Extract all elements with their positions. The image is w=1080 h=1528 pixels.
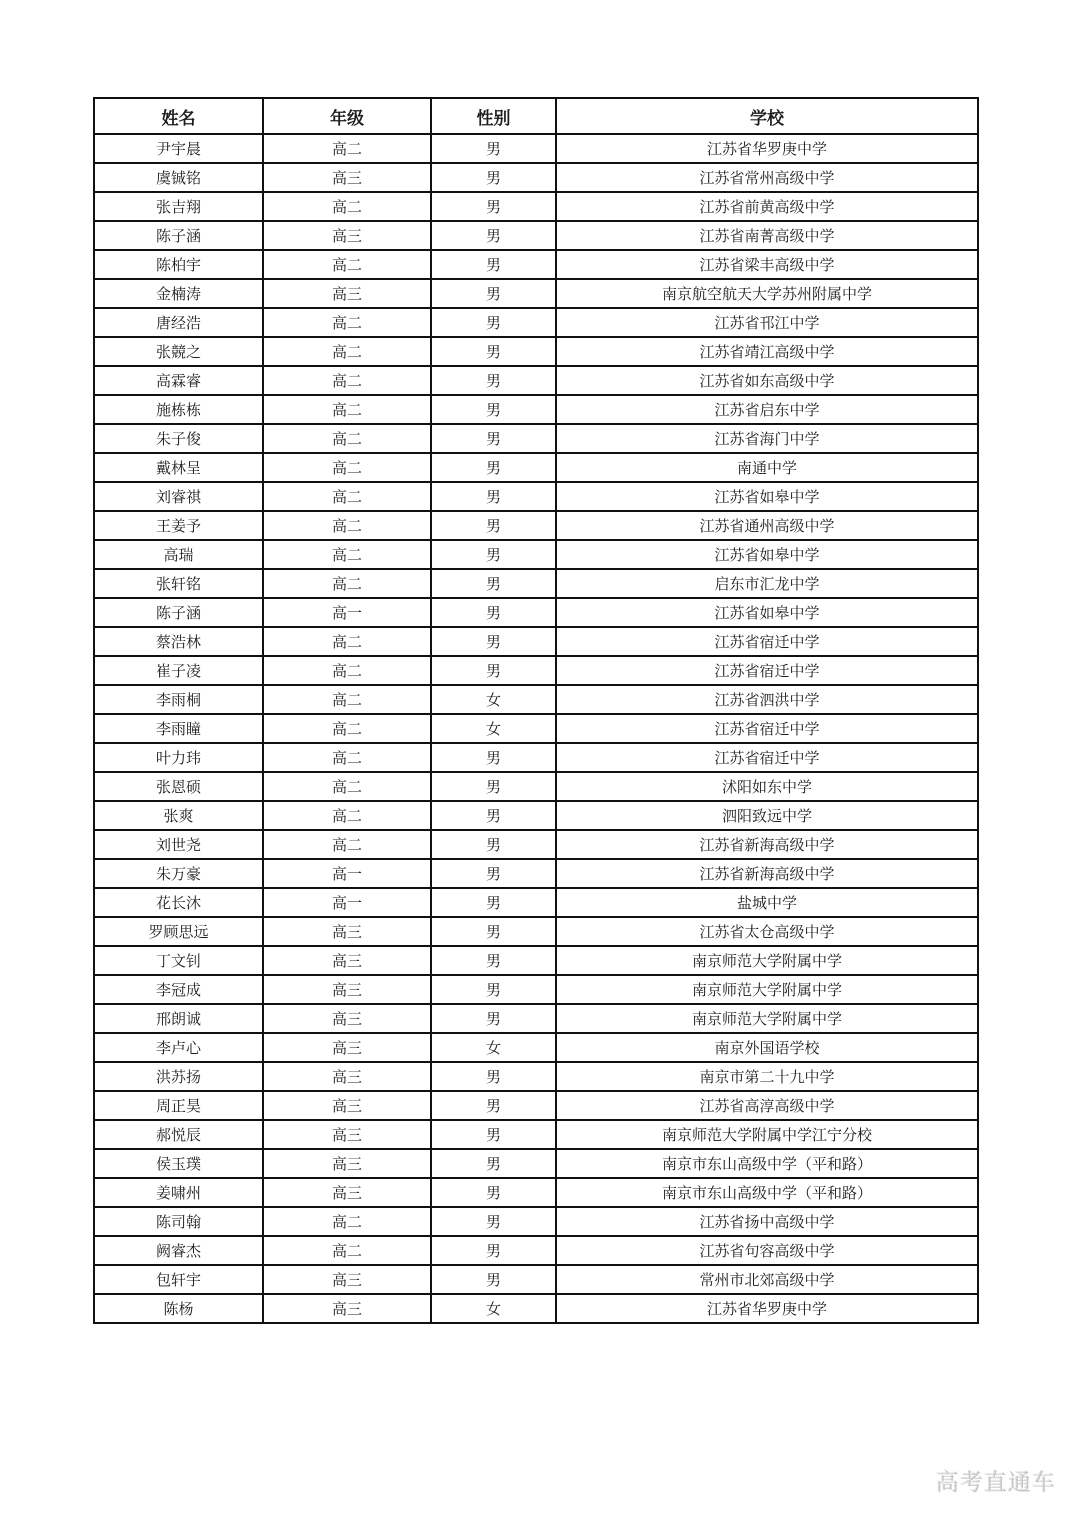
col-header-school: 学校 — [556, 98, 978, 134]
table-row — [94, 685, 978, 714]
table-row — [94, 221, 978, 250]
table-row — [94, 366, 978, 395]
cell-gender: 男 — [431, 1120, 556, 1149]
student-roster — [93, 97, 977, 1324]
cell-school: 江苏省太仓高级中学 — [556, 917, 978, 946]
cell-name: 戴林呈 — [94, 453, 263, 482]
table-row — [94, 801, 978, 830]
cell-name: 朱万豪 — [94, 859, 263, 888]
cell-gender: 男 — [431, 163, 556, 192]
cell-grade: 高三 — [263, 1294, 431, 1323]
cell-gender: 男 — [431, 946, 556, 975]
cell-gender: 男 — [431, 627, 556, 656]
cell-grade: 高二 — [263, 366, 431, 395]
cell-grade: 高二 — [263, 482, 431, 511]
cell-gender: 男 — [431, 569, 556, 598]
cell-name: 周正昊 — [94, 1091, 263, 1120]
cell-grade: 高二 — [263, 743, 431, 772]
cell-school: 江苏省启东中学 — [556, 395, 978, 424]
table-row — [94, 1120, 978, 1149]
cell-name: 蔡浩林 — [94, 627, 263, 656]
cell-gender: 男 — [431, 540, 556, 569]
col-header-grade: 年级 — [263, 98, 431, 134]
cell-gender: 男 — [431, 917, 556, 946]
cell-grade: 高二 — [263, 308, 431, 337]
cell-name: 施栋栋 — [94, 395, 263, 424]
cell-gender: 女 — [431, 1033, 556, 1062]
table-row — [94, 569, 978, 598]
cell-gender: 男 — [431, 221, 556, 250]
cell-grade: 高二 — [263, 134, 431, 163]
cell-name: 张爽 — [94, 801, 263, 830]
cell-name: 唐经浩 — [94, 308, 263, 337]
table-row — [94, 830, 978, 859]
table-row — [94, 1178, 978, 1207]
cell-gender: 男 — [431, 830, 556, 859]
cell-name: 李冠成 — [94, 975, 263, 1004]
cell-name: 高瑞 — [94, 540, 263, 569]
table-body — [94, 134, 978, 1323]
table-row — [94, 1265, 978, 1294]
cell-grade: 高一 — [263, 888, 431, 917]
table-row — [94, 627, 978, 656]
cell-school: 江苏省梁丰高级中学 — [556, 250, 978, 279]
cell-school: 江苏省南菁高级中学 — [556, 221, 978, 250]
cell-grade: 高二 — [263, 830, 431, 859]
table-row — [94, 424, 978, 453]
cell-gender: 男 — [431, 424, 556, 453]
cell-name: 陈子涵 — [94, 598, 263, 627]
cell-name: 朱子俊 — [94, 424, 263, 453]
cell-gender: 男 — [431, 279, 556, 308]
cell-name: 侯玉璞 — [94, 1149, 263, 1178]
cell-gender: 男 — [431, 366, 556, 395]
cell-name: 洪苏扬 — [94, 1062, 263, 1091]
cell-name: 陈子涵 — [94, 221, 263, 250]
table-row — [94, 946, 978, 975]
cell-school: 江苏省前黄高级中学 — [556, 192, 978, 221]
table-row — [94, 917, 978, 946]
cell-grade: 高二 — [263, 1236, 431, 1265]
cell-grade: 高二 — [263, 540, 431, 569]
cell-school: 江苏省泗洪中学 — [556, 685, 978, 714]
table-row — [94, 975, 978, 1004]
cell-gender: 男 — [431, 859, 556, 888]
table-row — [94, 395, 978, 424]
cell-grade: 高三 — [263, 975, 431, 1004]
cell-grade: 高三 — [263, 1120, 431, 1149]
cell-name: 张轩铭 — [94, 569, 263, 598]
cell-school: 南京外国语学校 — [556, 1033, 978, 1062]
cell-grade: 高二 — [263, 395, 431, 424]
cell-grade: 高二 — [263, 772, 431, 801]
cell-gender: 男 — [431, 1236, 556, 1265]
cell-gender: 男 — [431, 743, 556, 772]
cell-gender: 女 — [431, 1294, 556, 1323]
cell-name: 虞铖铭 — [94, 163, 263, 192]
cell-gender: 男 — [431, 308, 556, 337]
cell-school: 启东市汇龙中学 — [556, 569, 978, 598]
cell-gender: 男 — [431, 192, 556, 221]
cell-school: 江苏省海门中学 — [556, 424, 978, 453]
table-row — [94, 1004, 978, 1033]
cell-grade: 高二 — [263, 453, 431, 482]
cell-gender: 男 — [431, 1091, 556, 1120]
cell-gender: 男 — [431, 598, 556, 627]
table-row — [94, 511, 978, 540]
cell-school: 盐城中学 — [556, 888, 978, 917]
cell-name: 陈杨 — [94, 1294, 263, 1323]
cell-school: 南京市东山高级中学（平和路） — [556, 1178, 978, 1207]
cell-gender: 男 — [431, 453, 556, 482]
cell-name: 罗顾思远 — [94, 917, 263, 946]
cell-name: 尹宇晨 — [94, 134, 263, 163]
cell-school: 江苏省新海高级中学 — [556, 830, 978, 859]
cell-name: 叶力玮 — [94, 743, 263, 772]
cell-school: 江苏省通州高级中学 — [556, 511, 978, 540]
cell-grade: 高三 — [263, 917, 431, 946]
student-table — [93, 97, 979, 1324]
table-row — [94, 598, 978, 627]
cell-grade: 高三 — [263, 1004, 431, 1033]
cell-school: 江苏省宿迁中学 — [556, 656, 978, 685]
cell-name: 邢朗诚 — [94, 1004, 263, 1033]
table-row — [94, 1033, 978, 1062]
cell-grade: 高三 — [263, 1178, 431, 1207]
cell-gender: 男 — [431, 134, 556, 163]
table-row — [94, 337, 978, 366]
cell-school: 南京市第二十九中学 — [556, 1062, 978, 1091]
cell-name: 高霖睿 — [94, 366, 263, 395]
cell-school: 江苏省句容高级中学 — [556, 1236, 978, 1265]
cell-school: 江苏省宿迁中学 — [556, 714, 978, 743]
cell-grade: 高三 — [263, 946, 431, 975]
cell-name: 阙睿杰 — [94, 1236, 263, 1265]
cell-gender: 男 — [431, 482, 556, 511]
cell-gender: 男 — [431, 1004, 556, 1033]
table-row — [94, 1091, 978, 1120]
cell-gender: 男 — [431, 1265, 556, 1294]
cell-grade: 高二 — [263, 714, 431, 743]
cell-grade: 高二 — [263, 250, 431, 279]
cell-school: 江苏省如东高级中学 — [556, 366, 978, 395]
cell-grade: 高二 — [263, 685, 431, 714]
cell-gender: 男 — [431, 1178, 556, 1207]
cell-gender: 男 — [431, 337, 556, 366]
cell-school: 江苏省扬中高级中学 — [556, 1207, 978, 1236]
table-row — [94, 772, 978, 801]
cell-gender: 男 — [431, 1149, 556, 1178]
table-row — [94, 453, 978, 482]
cell-name: 张吉翔 — [94, 192, 263, 221]
cell-grade: 高二 — [263, 337, 431, 366]
cell-name: 张恩硕 — [94, 772, 263, 801]
cell-school: 南京师范大学附属中学 — [556, 1004, 978, 1033]
table-row — [94, 714, 978, 743]
cell-grade: 高三 — [263, 1091, 431, 1120]
cell-school: 泗阳致远中学 — [556, 801, 978, 830]
cell-school: 江苏省常州高级中学 — [556, 163, 978, 192]
cell-name: 张競之 — [94, 337, 263, 366]
cell-name: 李卢心 — [94, 1033, 263, 1062]
table-row — [94, 1236, 978, 1265]
cell-name: 陈司翰 — [94, 1207, 263, 1236]
cell-gender: 男 — [431, 975, 556, 1004]
cell-school: 沭阳如东中学 — [556, 772, 978, 801]
cell-name: 丁文钊 — [94, 946, 263, 975]
cell-school: 江苏省如皋中学 — [556, 482, 978, 511]
cell-gender: 男 — [431, 772, 556, 801]
cell-gender: 女 — [431, 685, 556, 714]
cell-name: 李雨桐 — [94, 685, 263, 714]
cell-gender: 男 — [431, 656, 556, 685]
cell-gender: 男 — [431, 250, 556, 279]
cell-name: 郝悦辰 — [94, 1120, 263, 1149]
cell-gender: 男 — [431, 888, 556, 917]
cell-name: 王姜予 — [94, 511, 263, 540]
cell-school: 常州市北郊高级中学 — [556, 1265, 978, 1294]
cell-school: 江苏省新海高级中学 — [556, 859, 978, 888]
cell-name: 崔子凌 — [94, 656, 263, 685]
table-row — [94, 1294, 978, 1323]
cell-grade: 高二 — [263, 424, 431, 453]
watermark-logo-text: 高考直通车 — [936, 1469, 1056, 1495]
cell-school: 江苏省如皋中学 — [556, 540, 978, 569]
cell-grade: 高二 — [263, 1207, 431, 1236]
cell-school: 江苏省高淳高级中学 — [556, 1091, 978, 1120]
cell-gender: 男 — [431, 801, 556, 830]
col-header-gender: 性别 — [431, 98, 556, 134]
cell-grade: 高二 — [263, 656, 431, 685]
cell-grade: 高三 — [263, 1265, 431, 1294]
col-header-name: 姓名 — [94, 98, 263, 134]
table-row — [94, 308, 978, 337]
table-row — [94, 656, 978, 685]
cell-grade: 高一 — [263, 859, 431, 888]
table-row — [94, 134, 978, 163]
cell-school: 江苏省邗江中学 — [556, 308, 978, 337]
table-row — [94, 859, 978, 888]
cell-school: 江苏省华罗庚中学 — [556, 1294, 978, 1323]
cell-school: 江苏省宿迁中学 — [556, 743, 978, 772]
cell-name: 陈柏宇 — [94, 250, 263, 279]
cell-school: 江苏省靖江高级中学 — [556, 337, 978, 366]
cell-gender: 男 — [431, 1062, 556, 1091]
cell-grade: 高一 — [263, 598, 431, 627]
cell-gender: 女 — [431, 714, 556, 743]
table-row — [94, 192, 978, 221]
cell-grade: 高二 — [263, 801, 431, 830]
cell-grade: 高二 — [263, 192, 431, 221]
cell-school: 江苏省宿迁中学 — [556, 627, 978, 656]
cell-school: 南京市东山高级中学（平和路） — [556, 1149, 978, 1178]
header-row — [94, 98, 978, 134]
table-row — [94, 1062, 978, 1091]
cell-grade: 高二 — [263, 511, 431, 540]
cell-grade: 高三 — [263, 221, 431, 250]
cell-name: 姜啸州 — [94, 1178, 263, 1207]
cell-grade: 高三 — [263, 1149, 431, 1178]
cell-grade: 高二 — [263, 627, 431, 656]
cell-school: 南京师范大学附属中学江宁分校 — [556, 1120, 978, 1149]
cell-grade: 高二 — [263, 569, 431, 598]
cell-school: 南京航空航天大学苏州附属中学 — [556, 279, 978, 308]
cell-name: 金楠涛 — [94, 279, 263, 308]
cell-grade: 高三 — [263, 279, 431, 308]
table-row — [94, 743, 978, 772]
cell-school: 南京师范大学附属中学 — [556, 946, 978, 975]
table-row — [94, 540, 978, 569]
cell-grade: 高三 — [263, 163, 431, 192]
cell-name: 刘世尧 — [94, 830, 263, 859]
cell-school: 江苏省如皋中学 — [556, 598, 978, 627]
cell-name: 包轩宇 — [94, 1265, 263, 1294]
cell-gender: 男 — [431, 395, 556, 424]
cell-gender: 男 — [431, 511, 556, 540]
cell-name: 刘睿祺 — [94, 482, 263, 511]
cell-school: 南通中学 — [556, 453, 978, 482]
cell-school: 江苏省华罗庚中学 — [556, 134, 978, 163]
cell-grade: 高三 — [263, 1062, 431, 1091]
cell-school: 南京师范大学附属中学 — [556, 975, 978, 1004]
cell-grade: 高三 — [263, 1033, 431, 1062]
table-row — [94, 250, 978, 279]
cell-name: 花长沐 — [94, 888, 263, 917]
table-row — [94, 279, 978, 308]
table-row — [94, 888, 978, 917]
cell-gender: 男 — [431, 1207, 556, 1236]
table-row — [94, 1149, 978, 1178]
cell-name: 李雨瞳 — [94, 714, 263, 743]
table-row — [94, 482, 978, 511]
table-row — [94, 163, 978, 192]
table-row — [94, 1207, 978, 1236]
table-header — [94, 98, 978, 134]
